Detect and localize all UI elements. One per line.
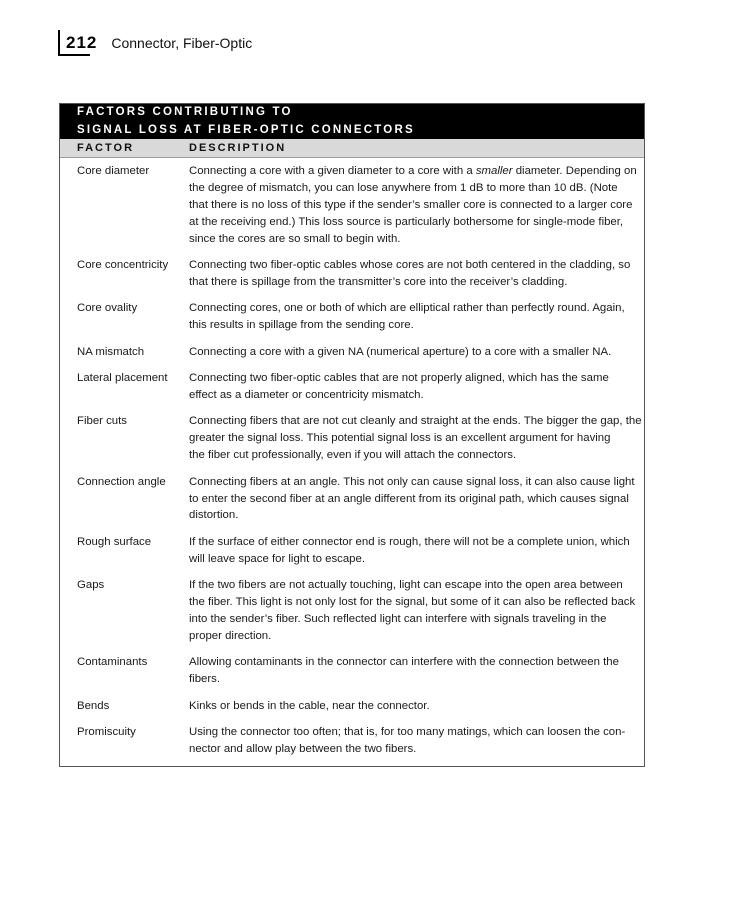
description-cell	[189, 163, 637, 248]
table-row	[60, 474, 644, 525]
description-cell	[189, 577, 637, 645]
description-cell	[189, 698, 637, 715]
description-line: the fiber. This light is not only lost for the signal, but some of it can also be reflected back	[189, 596, 636, 609]
description-line: If the two fibers are not actually touching, light can escape into the open area between	[189, 579, 623, 592]
page-header	[58, 30, 252, 56]
description-cell	[189, 257, 637, 291]
table-row	[60, 654, 644, 688]
description-line: Connecting a core with a given NA (numerical aperture) to a core with a smaller NA.	[189, 345, 612, 358]
running-head: Connector, Fiber-Optic	[111, 35, 253, 51]
description-line: Connecting fibers at an angle. This not only can cause signal loss, it can also cause light	[189, 475, 635, 488]
description-cell	[189, 654, 637, 688]
description-line: nector and allow play between the two fibers.	[189, 742, 417, 755]
description-line: Connecting two fiber-optic cables that are not properly aligned, which has the same	[189, 372, 609, 385]
table-row	[60, 698, 644, 715]
description-line: fibers.	[189, 673, 221, 686]
factor-cell: Connection angle	[77, 475, 166, 488]
description-line: If the surface of either connector end is rough, there will not be a complete union, which	[189, 535, 630, 548]
description-cell	[189, 474, 637, 525]
description-line: Kinks or bends in the cable, near the connector.	[189, 699, 430, 712]
description-cell	[189, 300, 637, 334]
table-row	[60, 534, 644, 568]
description-line: Connecting fibers that are not cut cleanly and straight at the ends. The bigger the gap, the	[189, 415, 642, 428]
table-title	[60, 104, 644, 139]
description-line: distortion.	[189, 509, 239, 522]
factor-cell: Core diameter	[77, 165, 150, 177]
description-line: the degree of mismatch, you can lose anywhere from 1 dB to more than 10 dB. (Note	[189, 181, 618, 194]
description-line: will leave space for light to escape.	[189, 552, 366, 565]
description-cell	[189, 724, 637, 758]
table-row	[60, 370, 644, 404]
column-header-description: DESCRIPTION	[189, 142, 287, 154]
table-row	[60, 577, 644, 645]
description-line: Allowing contaminants in the connector can interfere with the connection between the	[189, 656, 619, 669]
page-number: 212	[66, 33, 98, 52]
factor-cell: Bends	[77, 699, 110, 712]
table-row	[60, 724, 644, 758]
factor-cell: Promiscuity	[77, 725, 136, 738]
description-line: that there is spillage from the transmitter’s core into the receiver’s cladding.	[189, 275, 568, 288]
table-row	[60, 300, 644, 334]
factor-cell: Core ovality	[77, 302, 138, 315]
factor-cell: Contaminants	[77, 656, 148, 669]
description-line: greater the signal loss. This potential signal loss is an excellent argument for having	[189, 432, 611, 445]
description-cell	[189, 344, 637, 361]
description-line: Connecting cores, one or both of which are elliptical rather than perfectly round. Again,	[189, 302, 625, 315]
description-cell	[189, 534, 637, 568]
table-title-line-1: FACTORS CONTRIBUTING TO	[77, 106, 293, 118]
factor-cell: Rough surface	[77, 535, 152, 548]
signal-loss-table	[59, 103, 645, 767]
table-row	[60, 257, 644, 291]
table-title-line-2: SIGNAL LOSS AT FIBER-OPTIC CONNECTORS	[77, 123, 415, 136]
description-line: Connecting a core with a given diameter to a core with a smaller diameter. Depending on	[189, 165, 637, 177]
table-row	[60, 163, 644, 248]
factor-cell: Lateral placement	[77, 372, 168, 385]
factor-cell: Fiber cuts	[77, 415, 128, 428]
factor-cell: Core concentricity	[77, 259, 169, 272]
description-line: since the cores are so small to begin with.	[189, 232, 401, 245]
description-line: at the receiving end.) This loss source is particularly bothersome for single-mode fiber,	[189, 215, 624, 228]
description-line: Using the connector too often; that is, for too many matings, which can loosen the con-	[189, 725, 626, 738]
table-row	[60, 413, 644, 464]
column-header-factor: FACTOR	[77, 142, 135, 154]
table-column-header	[60, 139, 644, 158]
description-line: the fiber cut professionally, even if you will attach the connectors.	[189, 449, 517, 462]
description-line: into the sender’s fiber. Such reflected light can interfere with signals traveling in the	[189, 612, 607, 625]
description-line: effect as a diameter or concentricity mismatch.	[189, 388, 424, 401]
description-line: to enter the second fiber at an angle different from its original path, which causes signal	[189, 492, 629, 505]
description-line: Connecting two fiber-optic cables whose cores are not both centered in the cladding, so	[189, 259, 631, 272]
header-rule-underline	[58, 54, 90, 56]
header-rule	[58, 30, 60, 56]
description-cell	[189, 413, 642, 464]
description-line: that there is no loss of this type if the sender’s smaller core is connected to a larger core	[189, 198, 633, 211]
factor-cell: NA mismatch	[77, 345, 145, 358]
description-line: this results in spillage from the sending core.	[189, 319, 414, 332]
description-cell	[189, 370, 637, 404]
factor-cell: Gaps	[77, 579, 105, 592]
table-body	[60, 158, 644, 758]
table-row	[60, 344, 644, 361]
description-line: proper direction.	[189, 629, 272, 642]
